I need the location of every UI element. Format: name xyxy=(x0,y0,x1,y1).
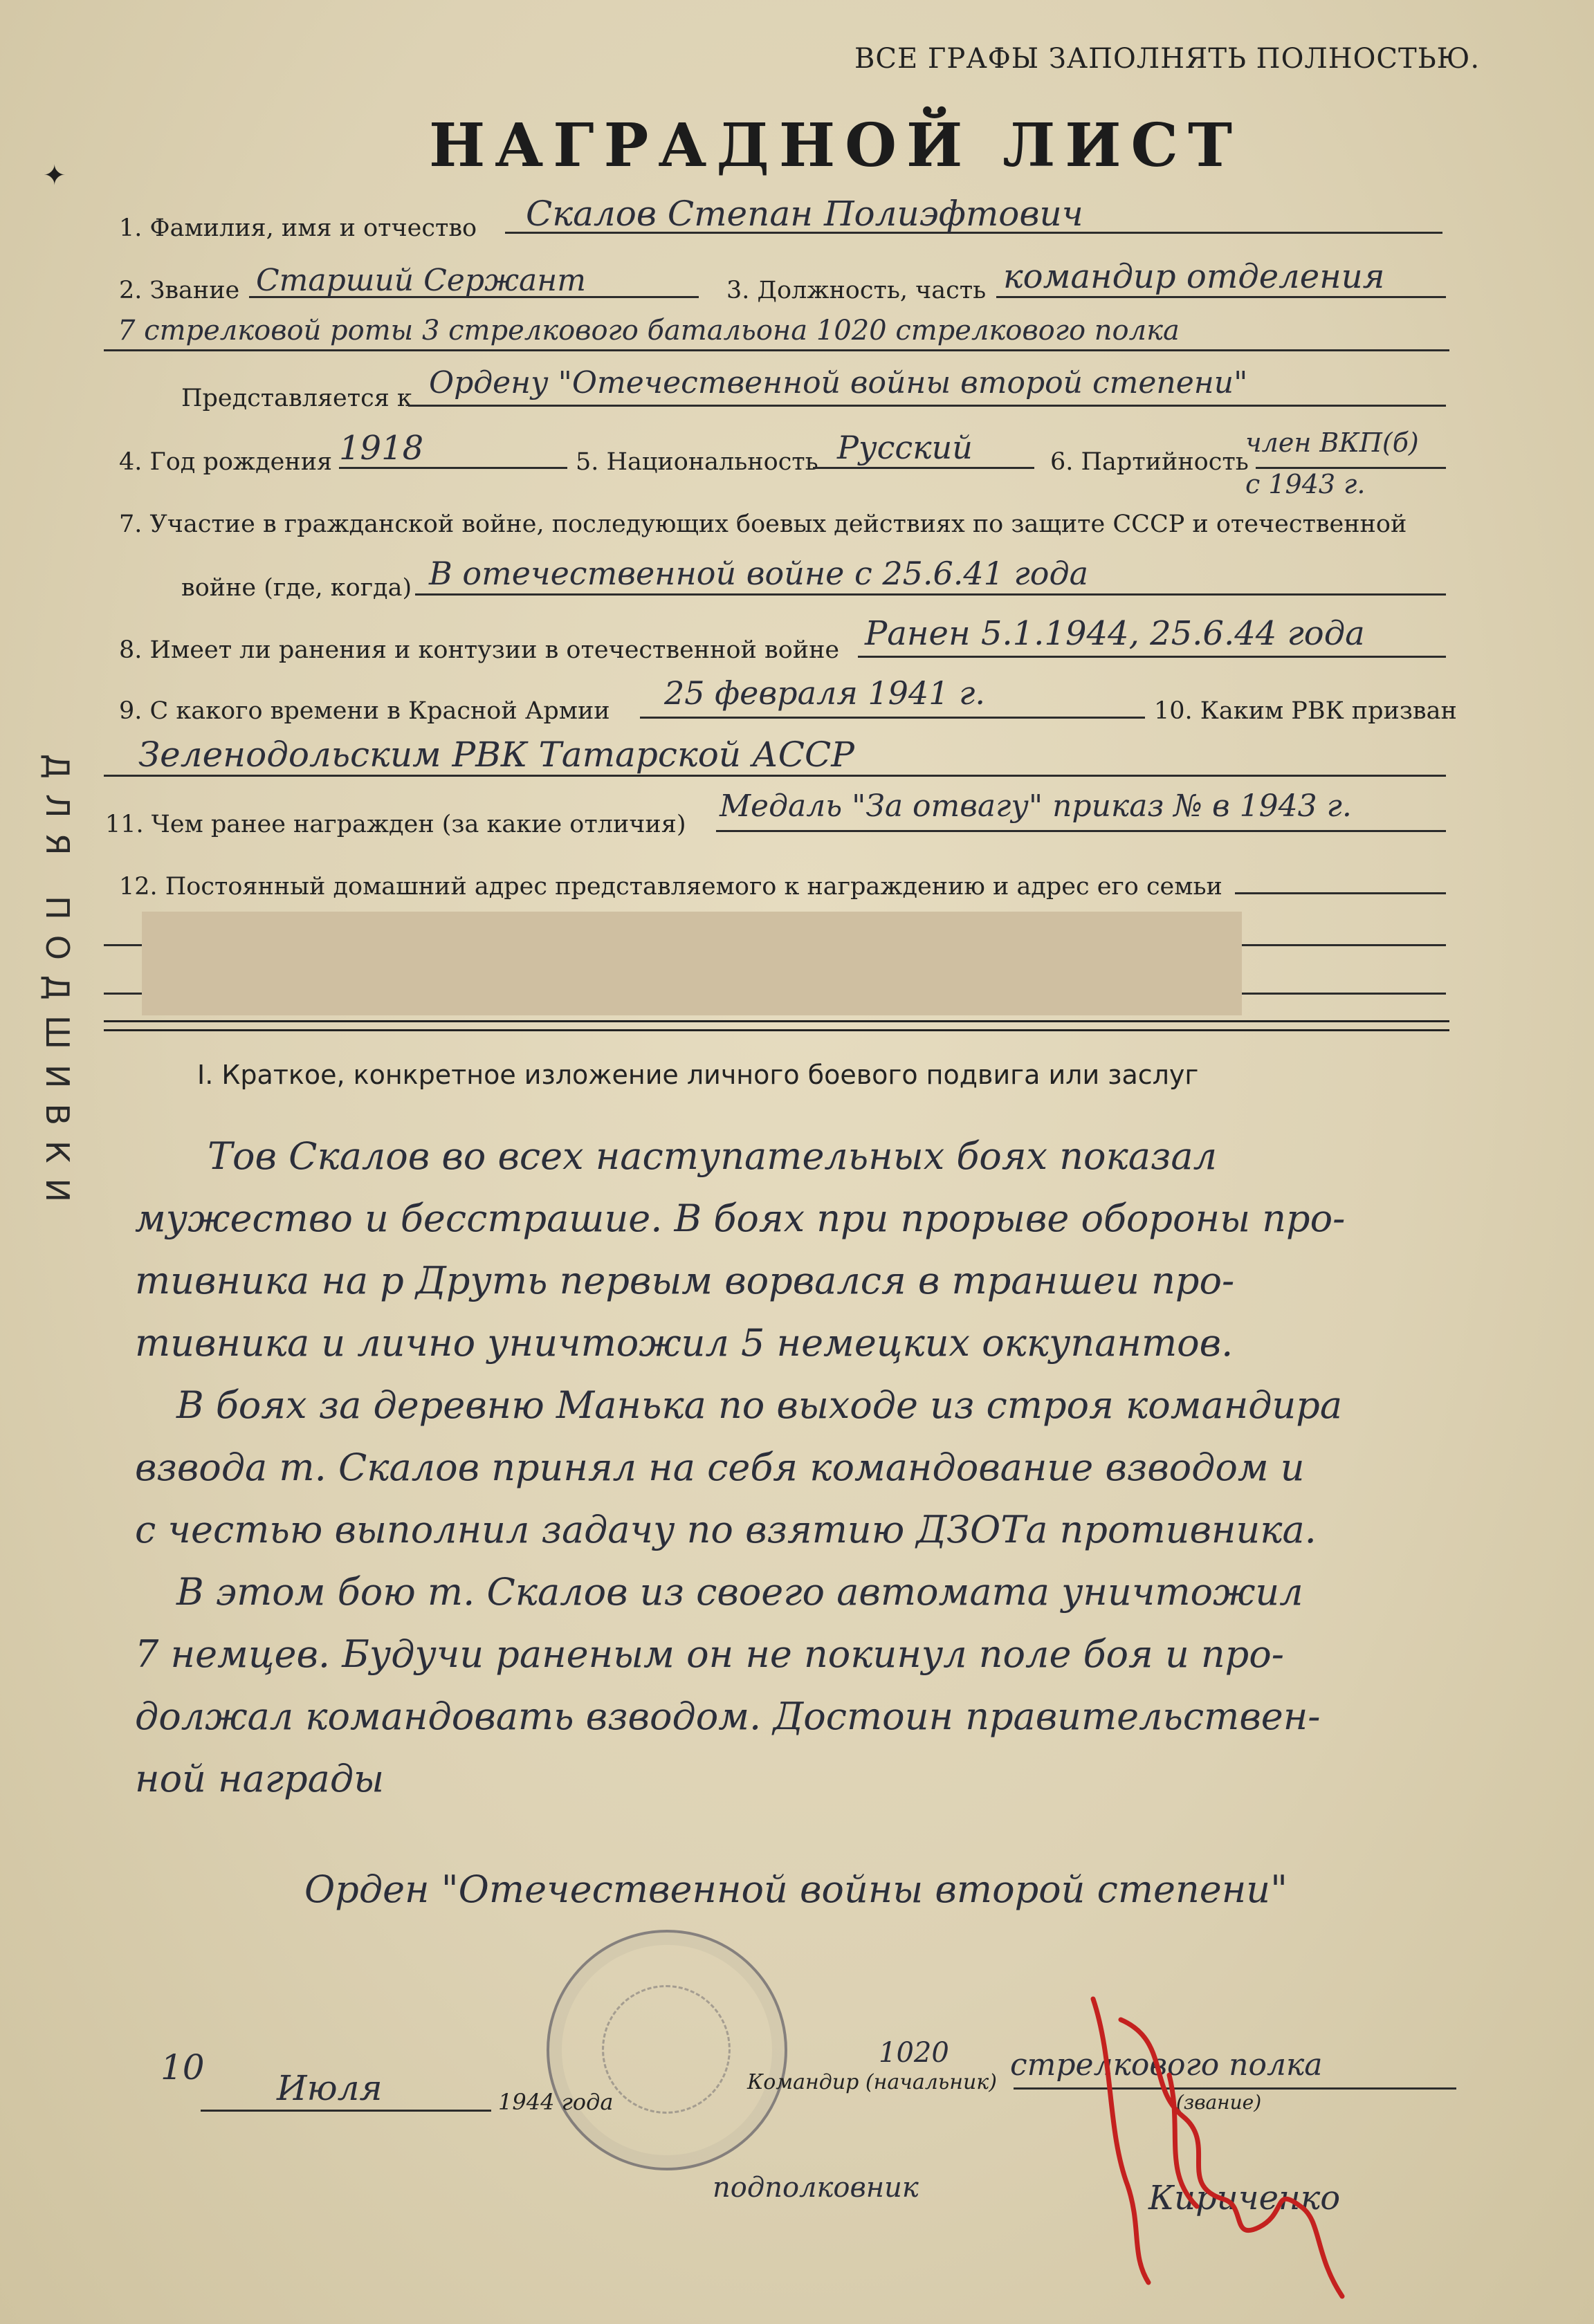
field-party-label: 6. Партийность xyxy=(1050,448,1249,476)
field-rvk-line xyxy=(104,775,1446,777)
footer-month: Июля xyxy=(277,2068,383,2108)
field-war-label-a: 7. Участие в гражданской войне, последующих боевых действиях по защите СССР и отечественной xyxy=(119,510,1407,538)
field-wounds-line xyxy=(858,656,1446,658)
section-divider-1 xyxy=(104,1020,1449,1022)
field-nationality-line xyxy=(813,467,1034,469)
redacted-address xyxy=(142,912,1242,1015)
field-presented-label: Представляется к xyxy=(181,385,412,412)
field-position-label: 3. Должность, часть xyxy=(726,277,987,304)
field-war-label-b: войне (где, когда) xyxy=(181,574,412,602)
narrative-line: мужество и бесстрашие. В боях при прорыве обороны про- xyxy=(135,1197,1346,1240)
field-name-label: 1. Фамилия, имя и отчество xyxy=(119,214,477,242)
footer-unit: стрелкового полка xyxy=(1010,2047,1323,2083)
field-war-line xyxy=(415,593,1446,596)
field-army-since-line xyxy=(640,717,1145,719)
narrative-line: В этом бою т. Скалов из своего автомата уничтожил xyxy=(176,1570,1303,1614)
field-war-value: В отечественной войне с 25.6.41 года xyxy=(429,555,1089,592)
narrative-line: взвода т. Скалов принял на себя командование взводом и xyxy=(135,1446,1305,1489)
footer-day: 10 xyxy=(161,2047,205,2087)
field-wounds-label: 8. Имеет ли ранения и контузии в отечественной войне xyxy=(119,636,840,664)
narrative-line: должал командовать взводом. Достоин правительствен- xyxy=(135,1695,1321,1738)
field-prev-awards-value: Медаль "За отвагу" приказ № в 1943 г. xyxy=(720,788,1352,824)
narrative-line: тивника и лично уничтожил 5 немецких оккупантов. xyxy=(135,1321,1234,1365)
narrative-line: В боях за деревню Манька по выходе из строя командира xyxy=(176,1383,1343,1427)
footer-rank-value: подполковник xyxy=(713,2172,919,2204)
header-note: ВСЕ ГРАФЫ ЗАПОЛНЯТЬ ПОЛНОСТЬЮ. xyxy=(854,43,1481,75)
narrative-line: ной награды xyxy=(135,1757,385,1800)
side-label: ДЛЯ ПОДШИВКИ xyxy=(39,754,76,1218)
binding-mark: ✦ xyxy=(43,160,66,191)
footer-commander-label: Командир (начальник) xyxy=(747,2070,997,2094)
field-presented-line xyxy=(408,405,1446,407)
page-title: НАГРАДНОЙ ЛИСТ xyxy=(429,111,1242,181)
field-presented-value: Ордену "Отечественной войны второй степени" xyxy=(429,365,1248,400)
field-birth-label: 4. Год рождения xyxy=(119,448,333,476)
field-address-label: 12. Постоянный домашний адрес представляемого к награждению и адрес его семьи xyxy=(119,873,1222,901)
field-nationality-label: 5. Национальность xyxy=(576,448,818,476)
footer-rank-label: (звание) xyxy=(1176,2091,1262,2114)
field-rank-value: Старший Сержант xyxy=(256,263,586,298)
field-address-line xyxy=(1235,892,1446,894)
section-divider-2 xyxy=(104,1029,1449,1031)
field-rvk-value: Зеленодольским РВК Татарской АССР xyxy=(138,735,854,775)
field-rvk-label: 10. Каким РВК призван xyxy=(1154,697,1457,725)
field-nationality-value: Русский xyxy=(837,429,973,466)
field-rank-label: 2. Звание xyxy=(119,277,240,304)
footer-year: 1944 года xyxy=(498,2089,614,2115)
field-position-line-2 xyxy=(104,349,1449,351)
narrative-line: Тов Скалов во всех наступательных боях показал xyxy=(208,1134,1217,1178)
commander-signature xyxy=(1065,1978,1356,2310)
award-recommendation: Орден "Отечественной войны второй степени" xyxy=(304,1868,1288,1911)
footer-unit-number: 1020 xyxy=(879,2037,949,2069)
section-title: I. Краткое, конкретное изложение личного боевого подвига или заслуг xyxy=(197,1060,1199,1090)
field-position-value-a: командир отделения xyxy=(1003,257,1385,296)
field-army-since-label: 9. С какого времени в Красной Армии xyxy=(119,697,610,725)
field-army-since-value: 25 февраля 1941 г. xyxy=(664,674,985,712)
field-party-value: член ВКП(б) с 1943 г. xyxy=(1245,427,1419,499)
field-birth-value: 1918 xyxy=(339,429,424,468)
field-prev-awards-label: 11. Чем ранее награжден (за какие отличия) xyxy=(105,811,686,838)
footer-signer-name: Кириченко xyxy=(1148,2179,1341,2217)
narrative-line: тивника на р Друть первым ворвался в траншеи про- xyxy=(135,1259,1235,1302)
field-wounds-value: Ранен 5.1.1944, 25.6.44 года xyxy=(865,614,1365,653)
field-name-value: Скалов Степан Полиэфтович xyxy=(526,194,1083,234)
field-position-line xyxy=(996,296,1446,298)
narrative-line: с честью выполнил задачу по взятию ДЗОТа противника. xyxy=(135,1508,1317,1551)
seal-emblem xyxy=(602,1985,731,2114)
field-position-value-b: 7 стрелковой роты 3 стрелкового батальона 1020 стрелкового полка xyxy=(118,315,1180,347)
narrative-line: 7 немцев. Будучи раненым он не покинул поле боя и про- xyxy=(135,1632,1285,1676)
field-prev-awards-line xyxy=(716,830,1446,832)
footer-date-line xyxy=(201,2110,491,2112)
